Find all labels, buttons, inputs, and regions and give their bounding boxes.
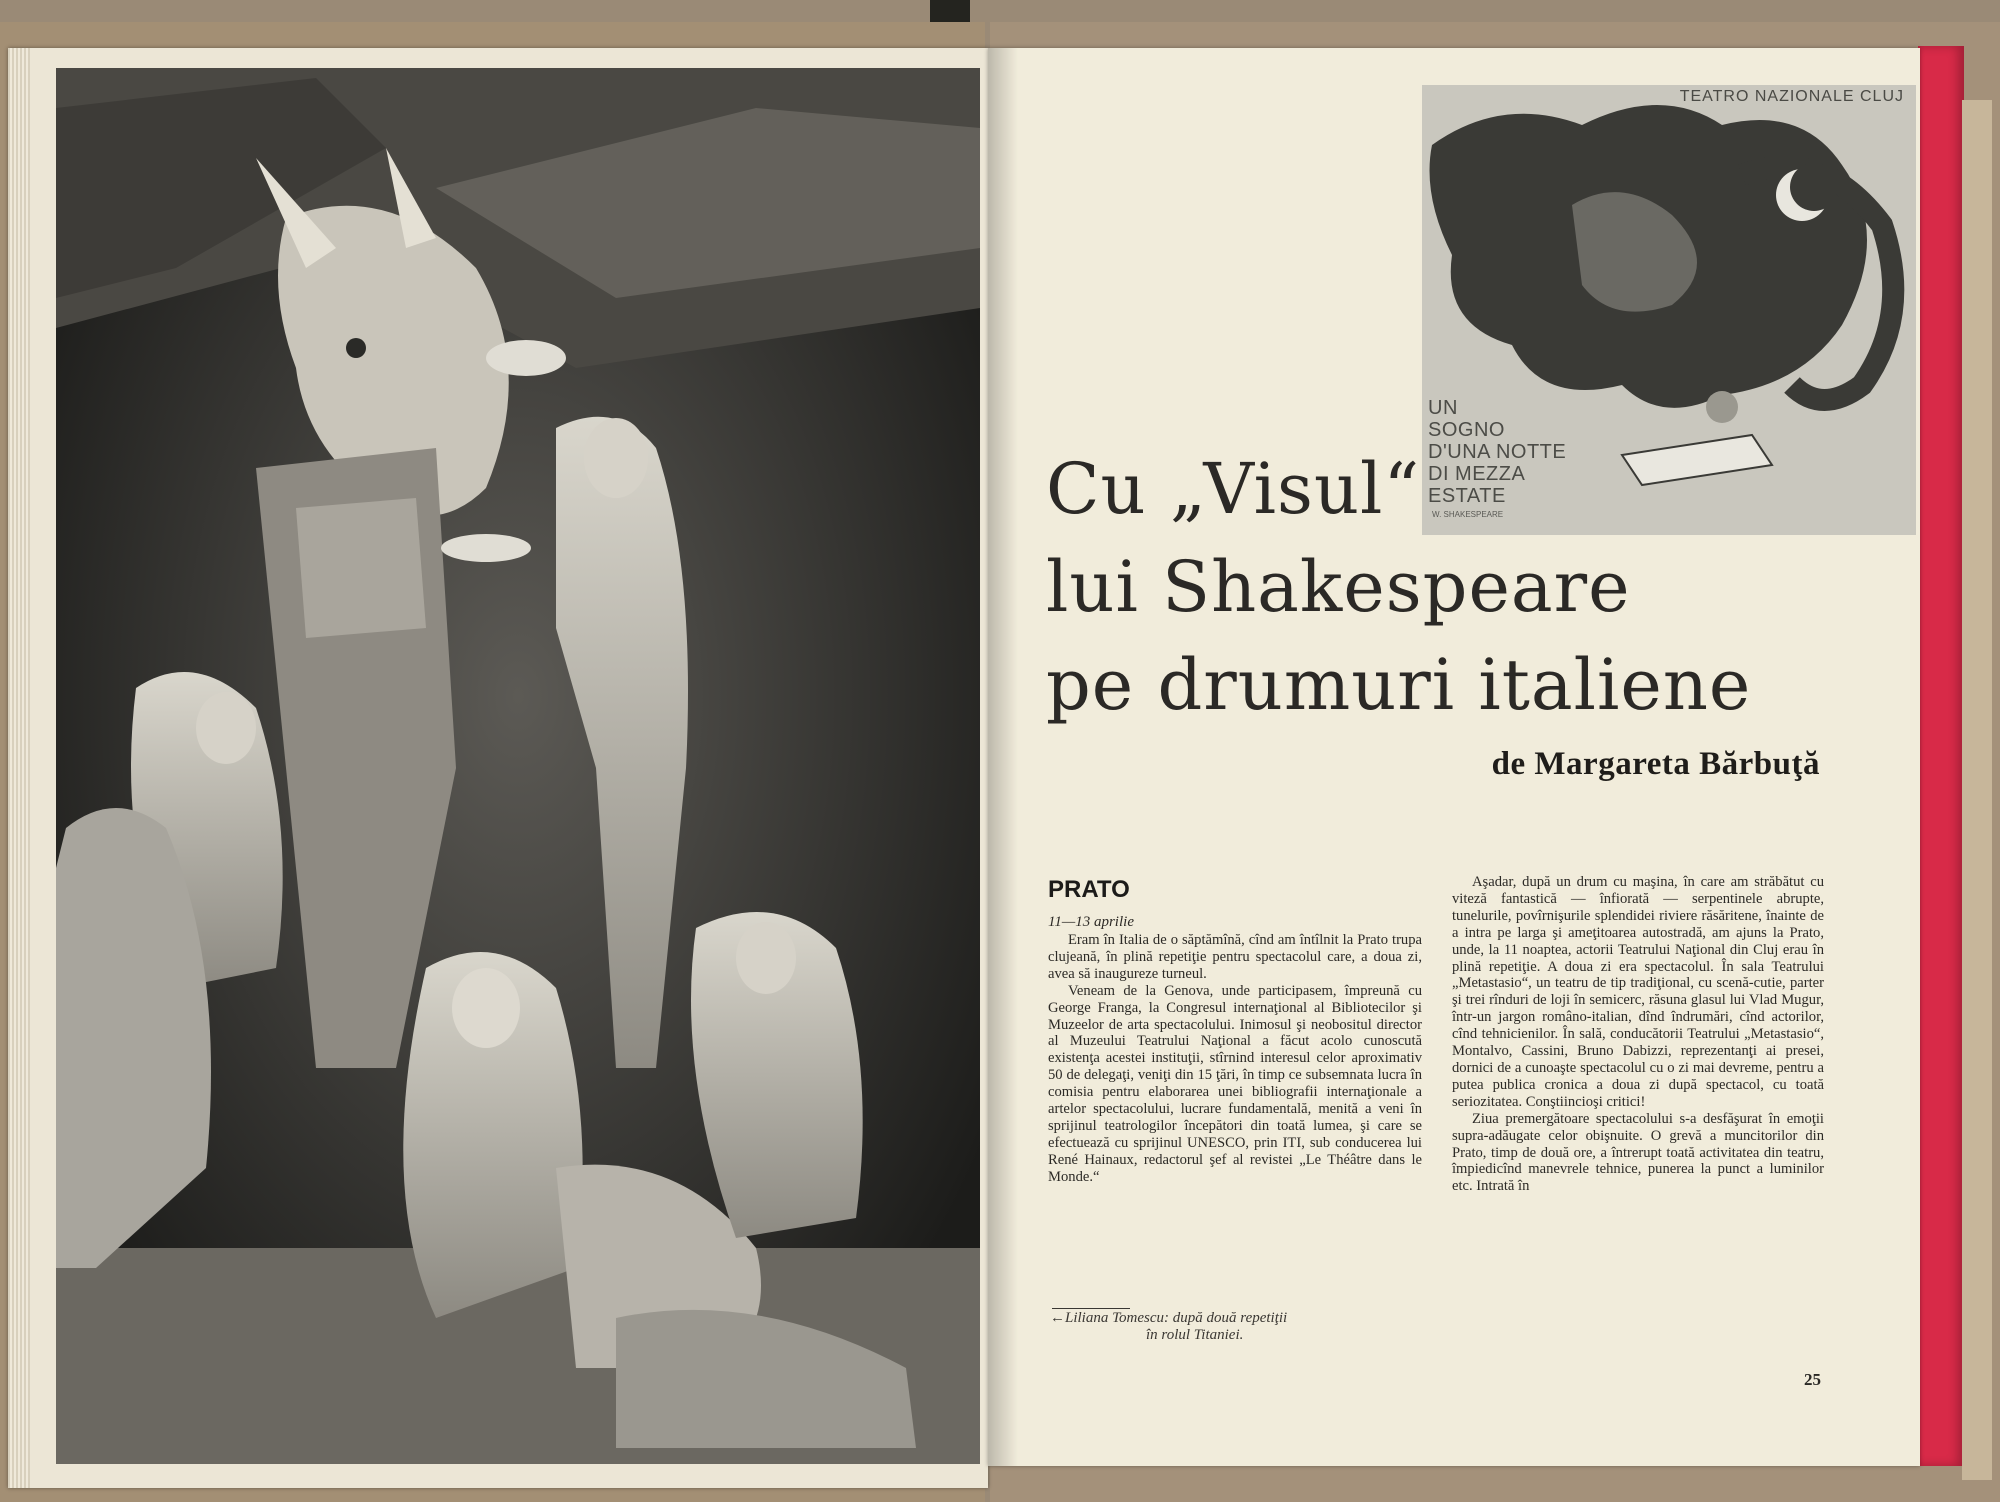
caption-line: în rolul Titaniei. [1146,1327,1244,1343]
play-poster [1422,85,1916,535]
page-number: 25 [1804,1370,1821,1389]
paragraph: Veneam de la Genova, unde participasem, împreună cu George Franga, la Congresul internaţional al Bibliotecilor şi Muzeelor de arta spectacolului. Inimosul şi neobositul director al Muzeului Teatrului Naţional a făcut acolo cunoscută existenţa acestei instituţii, stîrnind interesul celor aproximativ 50 de delegaţi, veniţi din 15 ţări, în timp ce subsemnata lucra în comisia pentru elaborarea unei bibliografii internaţionale a artelor spectacolului, lucrare fundamentală, menită a veni în sprijinul teatrologilor începători din toată lumea, şi care se efectuează cu sprijinul UNESCO, prin ITI, sub conducerea lui René Hainaux, redactorul şef al revistei „Le Théâtre dans le Monde.“ [1048,982,1422,1185]
poster-title-line: SOGNO [1428,419,1505,441]
stage-photo [56,68,980,1464]
stage-photo-illustration [56,68,980,1464]
article-column-2 [1452,874,1824,1195]
byline: de Margareta Bărbuţă [1491,746,1820,782]
photo-caption [1050,1310,1390,1344]
poster-title-line: D'UNA NOTTE [1428,441,1567,463]
headline-line-3: pe drumuri italiene [1046,644,1752,726]
poster-title-line: DI MEZZA [1428,463,1526,485]
caption-line: ←Liliana Tomescu: după două repetiţii [1050,1310,1288,1326]
dateline: 11—13 aprilie [1048,914,1134,930]
caption-rule [1052,1308,1130,1309]
poster-subtitle: W. SHAKESPEARE [1432,510,1504,519]
red-page-edge [1918,46,1964,1466]
paragraph: Eram în Italia de o săptămînă, cînd am întîlnit la Prato trupa clujeană, în plină repetiţie pentru spectacolul care, a doua zi, avea să inaugureze turneul. [1048,932,1422,982]
page-edge-strip [1962,100,1992,1480]
paragraph: Ziua premergătoare spectacolului s-a desfăşurat în emoţii supra-adăugate celor obişnuite. O grevă a muncitorilor din Prato, timp de două ore, a întrerupt toată activitatea din teatru, împiedicînd manevrele tehnice, punerea la punct a luminilor etc. Intrată în [1452,1110,1824,1195]
poster-title-line: ESTATE [1428,485,1506,507]
gutter-shadow [988,48,1018,1466]
poster-title-line: UN [1428,397,1458,419]
page-stack [8,48,30,1488]
article-column-1 [1048,932,1422,1186]
poster-label: TEATRO NAZIONALE CLUJ [1679,88,1904,105]
poster-title [1428,397,1566,507]
section-heading: PRATO [1048,876,1130,903]
headline-line-2: lui Shakespeare [1046,546,1631,628]
headline-line-1: Cu „Visul“ [1046,448,1421,530]
paragraph: Aşadar, după un drum cu maşina, în care am străbătut cu viteză fantastică — înfiorată — serpentinele abrupte, tunelurile, povîrnişurile splendidei riviere răsăritene, înainte de a intra pe larga şi ameţitoarea autostradă, am ajuns la Prato, unde, la 11 noaptea, actorii Teatrului Naţional din Cluj erau în plină repetiţie. A doua zi era spectacolul. În sala Teatrului „Metastasio“, un teatru de tip tradiţional, cu scenă-cutie, parter şi trei rînduri de loji în semicerc, răsuna glasul lui Vlad Mugur, într-un jargon româno-italian, dînd îndrumări, cînd actorilor, cînd tehnicienilor. În sală, conducătorii Teatrului „Metastasio“, Montalvo, Cassini, Bruno Dabizzi, reprezentanţi ai presei, dornici de a cunoaşte spectacolul cu o zi mai devreme, pentru a putea publica cronica a doua zi după spectacol, cu toată seriozitatea. Conştiincioşi critici! [1452,874,1824,1110]
